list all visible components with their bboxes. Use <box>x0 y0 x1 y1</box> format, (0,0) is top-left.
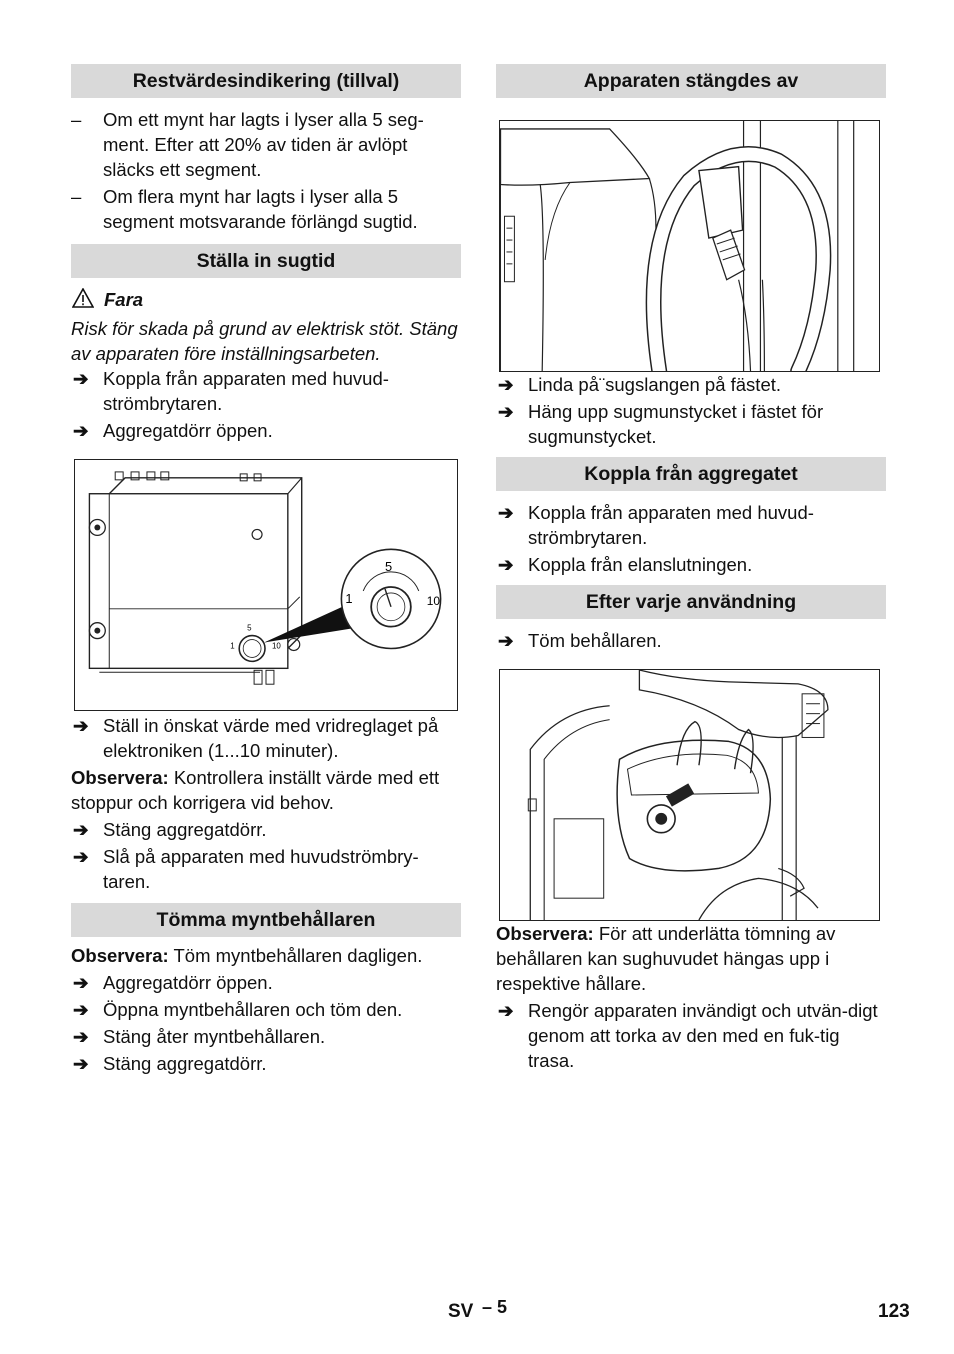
figure-suction-head-in-holder <box>499 669 880 921</box>
instruction-step: ➔ Öppna myntbehållaren och töm den. <box>73 999 403 1020</box>
dial-label-10: 10 <box>426 593 440 608</box>
right-column <box>496 64 886 1073</box>
instruction-step: ➔ Koppla från elanslutningen. <box>498 554 753 575</box>
arrow-right-icon: ➔ <box>73 368 89 389</box>
instruction-step: ➔ Häng upp sugmunstycket i fästet för sugmunstycket. <box>498 401 824 447</box>
list-item: – Om ett mynt har lagts i lyser alla 5 seg-ment. Efter att 20% av tiden är avlöpt släcks ett segment. <box>71 107 461 182</box>
arrow-right-icon: ➔ <box>73 1053 89 1074</box>
figure-hose-on-holder <box>499 120 880 372</box>
instruction-step: ➔ Slå på apparaten med huvudströmbry-taren. <box>73 846 419 892</box>
instruction-step: ➔ Koppla från apparaten med huvud-strömbrytaren. <box>498 502 814 548</box>
section-heading-tomma-myntbehallaren: Tömma myntbehållaren <box>71 903 461 937</box>
footer-section-page: – 5 <box>482 1297 508 1317</box>
arrow-right-icon: ➔ <box>73 715 89 736</box>
arrow-right-icon: ➔ <box>498 374 514 395</box>
arrow-right-icon: ➔ <box>73 999 89 1020</box>
danger-line <box>71 287 461 312</box>
section-heading-efter-varje-anvandning: Efter varje användning <box>496 585 886 619</box>
note-paragraph: Observera: Kontrollera inställt värde med ett stoppur och korrigera vid behov. <box>71 767 440 813</box>
instruction-step: ➔ Stäng aggregatdörr. <box>73 1053 267 1074</box>
section-heading-apparaten-stangdes-av: Apparaten stängdes av <box>496 64 886 98</box>
instruction-step: ➔ Linda på¨sugslangen på fästet. <box>498 374 782 395</box>
dial-label-5: 5 <box>385 559 393 575</box>
instruction-step: ➔ Aggregatdörr öppen. <box>73 972 273 993</box>
danger-text: Risk för skada på grund av elektrisk stöt. Stäng av apparaten före inställningsarbeten. <box>71 318 458 364</box>
danger-label: Fara <box>104 289 144 310</box>
instruction-step: ➔ Töm behållaren. <box>498 630 662 651</box>
note-paragraph: Observera: För att underlätta tömning av behållaren kan sughuvudet hängas upp i respektive hållare. <box>496 923 836 994</box>
footer-language: SV <box>448 1301 474 1322</box>
section-heading-restvardesindikering: Restvärdesindikering (tillval) <box>71 64 461 98</box>
instruction-step: ➔ Stäng aggregatdörr. <box>73 819 267 840</box>
figure-electronics-timer-dial <box>74 459 458 711</box>
small-dial-label-5: 5 <box>247 623 252 633</box>
left-column <box>71 64 461 1076</box>
arrow-right-icon: ➔ <box>498 401 514 422</box>
instruction-step: ➔ Rengör apparaten invändigt och utvän-digt genom att torka av den med en fuk-tig trasa. <box>498 1000 878 1071</box>
arrow-right-icon: ➔ <box>73 420 89 441</box>
arrow-right-icon: ➔ <box>498 554 514 575</box>
instruction-step: ➔ Koppla från apparaten med huvud-strömbrytaren. <box>73 368 389 414</box>
instruction-step: ➔ Stäng åter myntbehållaren. <box>73 1026 326 1047</box>
arrow-right-icon: ➔ <box>73 819 89 840</box>
page-number: 123 <box>878 1301 910 1322</box>
arrow-right-icon: ➔ <box>73 1026 89 1047</box>
arrow-right-icon: ➔ <box>498 1000 514 1021</box>
section-heading-stalla-in-sugtid: Ställa in sugtid <box>71 244 461 278</box>
note-paragraph: Observera: Töm myntbehållaren dagligen. <box>71 945 423 966</box>
arrow-right-icon: ➔ <box>498 502 514 523</box>
section-heading-koppla-fran-aggregatet: Koppla från aggregatet <box>496 457 886 491</box>
warning-triangle-icon <box>72 288 94 314</box>
small-dial-label-10: 10 <box>271 641 281 651</box>
arrow-right-icon: ➔ <box>73 972 89 993</box>
instruction-step: ➔ Ställ in önskat värde med vridreglaget på elektroniken (1...10 minuter). <box>73 715 439 761</box>
dial-label-1: 1 <box>345 590 353 606</box>
small-dial-label-1: 1 <box>230 641 235 651</box>
arrow-right-icon: ➔ <box>73 846 89 867</box>
list-item: – Om flera mynt har lagts i lyser alla 5 segment motsvarande förlängd sugtid. <box>71 184 461 234</box>
instruction-step: ➔ Aggregatdörr öppen. <box>73 420 273 441</box>
arrow-right-icon: ➔ <box>498 630 514 651</box>
